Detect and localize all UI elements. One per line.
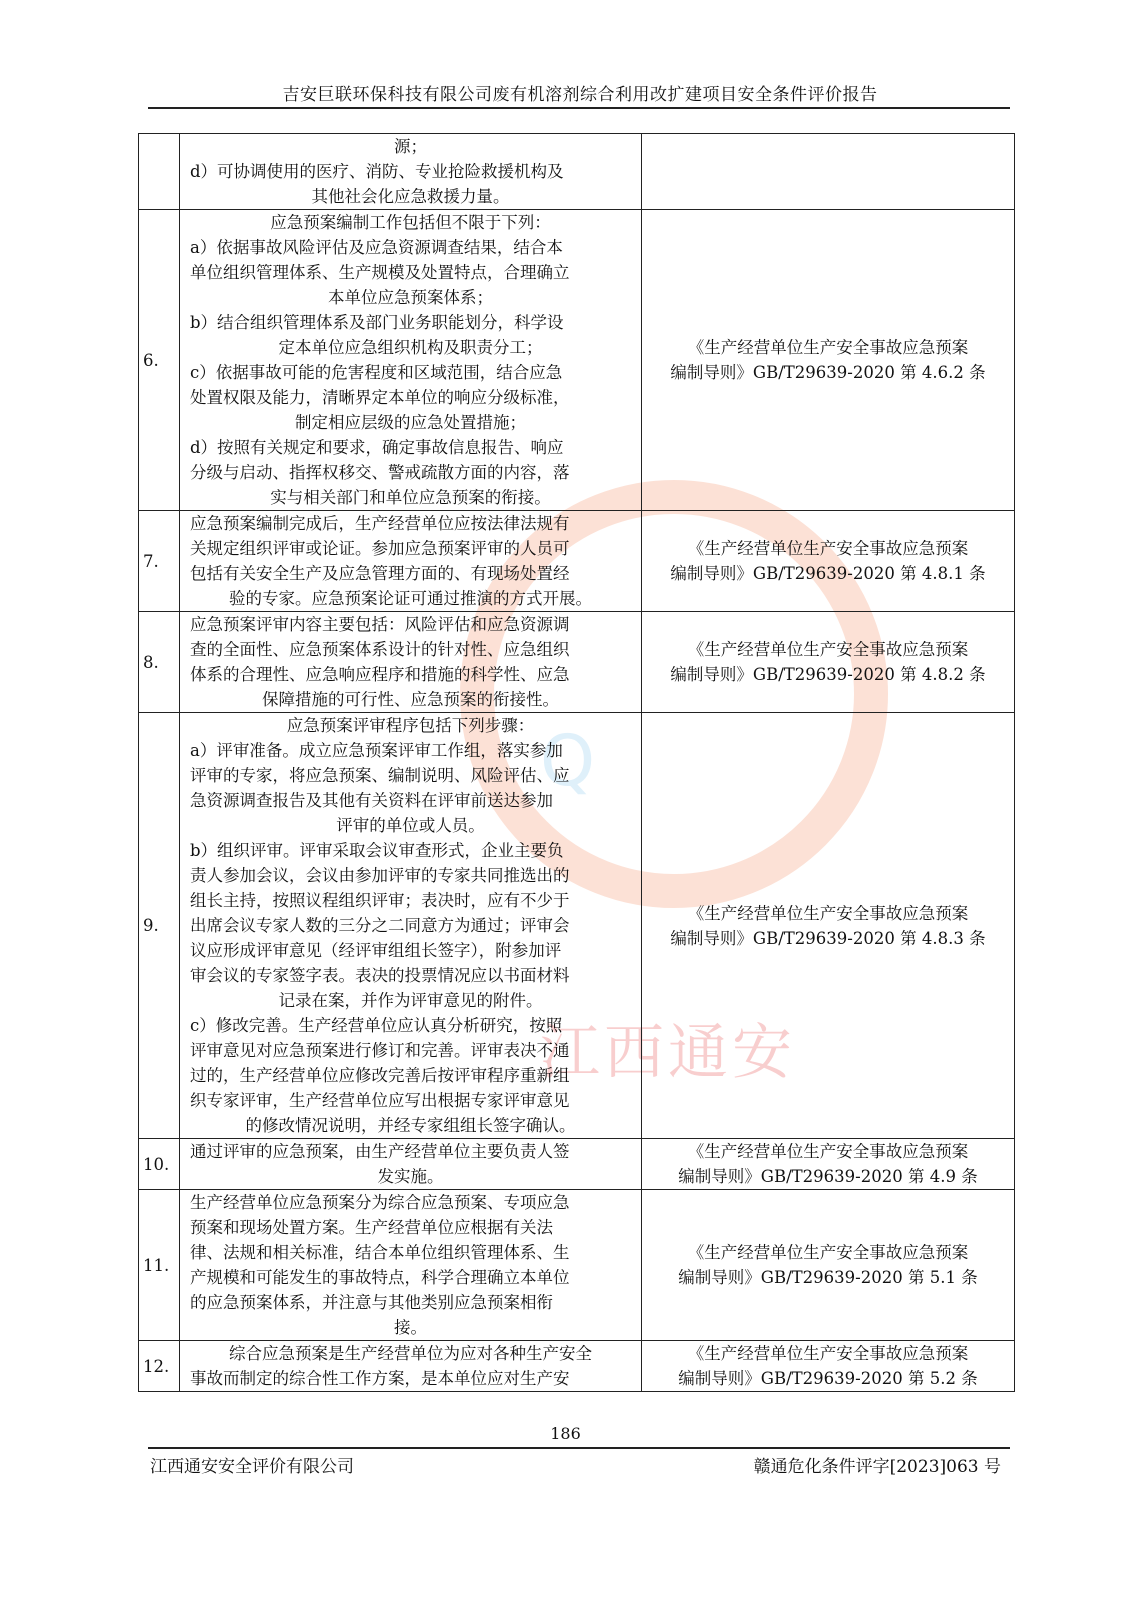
requirement-line: 的修改情况说明，并经专家组组长签字确认。 (245, 1116, 576, 1135)
watermark-text: 江西通安 (540, 1018, 796, 1088)
reference-citation (642, 210, 1015, 511)
watermark-logo-mark: Q (540, 720, 596, 802)
requirement-line: 审会议的专家签字表。表决的投票情况应以书面材料 (190, 966, 570, 985)
requirement-line: 应急预案评审程序包括下列步骤： (286, 716, 535, 735)
requirement-line: 关规定组织评审或论证。参加应急预案评审的人员可 (190, 539, 570, 558)
requirement-text (180, 134, 642, 210)
requirement-line: b）结合组织管理体系及部门业务职能划分，科学设 (190, 313, 564, 332)
requirement-line: 定本单位应急组织机构及职责分工； (278, 338, 543, 357)
requirement-line: 保障措施的可行性、应急预案的衔接性。 (262, 690, 559, 709)
requirement-line: c）依据事故可能的危害程度和区域范围，结合应急 (190, 363, 563, 382)
table-row (139, 1341, 1015, 1392)
reference-citation (642, 511, 1015, 612)
requirement-line: 本单位应急预案体系； (328, 288, 493, 307)
requirement-line: 查的全面性、应急预案体系设计的针对性、应急组织 (190, 640, 570, 659)
reference-line: 编制导则》GB/T29639-2020 第 4.8.2 条 (670, 665, 986, 684)
requirement-line: 律、法规和相关标准，结合本单位组织管理体系、生 (190, 1243, 570, 1262)
table-row (139, 612, 1015, 713)
requirement-line: 事故而制定的综合性工作方案，是本单位应对生产安 (190, 1369, 570, 1388)
reference-line: 《生产经营单位生产安全事故应急预案 (687, 1243, 969, 1262)
requirement-text (180, 1139, 642, 1190)
requirement-line: a）评审准备。成立应急预案评审工作组，落实参加 (190, 741, 563, 760)
requirement-line: 处置权限及能力，清晰界定本单位的响应分级标准， (190, 388, 570, 407)
reference-line: 《生产经营单位生产安全事故应急预案 (687, 903, 969, 923)
row-number: 9. (139, 713, 180, 1139)
requirement-line: 生产经营单位应急预案分为综合应急预案、专项应急 (190, 1193, 570, 1212)
reference-line: 编制导则》GB/T29639-2020 第 5.1 条 (678, 1268, 978, 1287)
reference-line: 《生产经营单位生产安全事故应急预案 (687, 1142, 969, 1161)
requirement-line: b）组织评审。评审采取会议审查形式，企业主要负 (190, 841, 564, 860)
row-number: 6. (139, 210, 180, 511)
reference-citation (642, 612, 1015, 713)
requirement-line: 责人参加会议，会议由参加评审的专家共同推选出的 (190, 866, 570, 885)
reference-citation (642, 1139, 1015, 1190)
requirement-text (180, 713, 642, 1139)
reference-line: 《生产经营单位生产安全事故应急预案 (687, 539, 969, 558)
requirement-line: 议应形成评审意见（经评审组组长签字），附参加评 (190, 941, 562, 960)
requirement-line: 综合应急预案是生产经营单位为应对各种生产安全 (229, 1344, 592, 1363)
table-row (139, 134, 1015, 210)
table-row (139, 210, 1015, 511)
footer-document-code: 赣通危化条件评字[2023]063 号 (753, 1457, 1001, 1477)
requirement-line: 单位组织管理体系、生产规模及处置特点，合理确立 (190, 263, 570, 282)
requirement-line: 评审的单位或人员。 (336, 816, 485, 835)
requirement-line: 通过评审的应急预案，由生产经营单位主要负责人签 (190, 1142, 570, 1161)
requirement-line: 应急预案编制工作包括但不限于下列： (270, 213, 551, 232)
reference-line: 编制导则》GB/T29639-2020 第 4.6.2 条 (670, 363, 986, 382)
requirement-line: 的应急预案体系，并注意与其他类别应急预案相衔 (190, 1293, 553, 1312)
footer-divider (148, 1447, 1010, 1449)
table-row (139, 511, 1015, 612)
footer-company: 江西通安安全评价有限公司 (150, 1457, 354, 1477)
reference-citation (642, 1341, 1015, 1392)
row-number (139, 134, 180, 210)
requirement-line: a）依据事故风险评估及应急资源调查结果，结合本 (190, 238, 563, 257)
row-number: 8. (139, 612, 180, 713)
requirement-line: 包括有关安全生产及应急管理方面的、有现场处置经 (190, 564, 570, 583)
requirement-line: 应急预案编制完成后，生产经营单位应按法律法规有 (190, 514, 570, 533)
reference-line: 编制导则》GB/T29639-2020 第 4.8.3 条 (670, 928, 986, 948)
requirement-line: 实与相关部门和单位应急预案的衔接。 (270, 488, 551, 507)
requirement-text (180, 511, 642, 612)
requirement-line: 评审意见对应急预案进行修订和完善。评审表决不通 (190, 1041, 570, 1060)
requirement-line: 组长主持，按照议程组织评审；表决时，应有不少于 (190, 891, 570, 910)
row-number: 10. (139, 1139, 180, 1190)
requirement-line: 预案和现场处置方案。生产经营单位应根据有关法 (190, 1218, 553, 1237)
requirement-line: 其他社会化应急救援力量。 (311, 187, 510, 206)
requirement-line: 源； (394, 137, 427, 156)
requirement-line: 急资源调查报告及其他有关资料在评审前送达参加 (190, 791, 553, 810)
page-number: 186 (550, 1424, 581, 1443)
header-divider (148, 107, 1010, 109)
requirement-line: 应急预案评审内容主要包括：风险评估和应急资源调 (190, 615, 570, 634)
requirement-line: c）修改完善。生产经营单位应认真分析研究，按照 (190, 1016, 563, 1035)
requirement-line: 出席会议专家人数的三分之二同意方为通过；评审会 (190, 916, 570, 935)
requirement-line: 产规模和可能发生的事故特点，科学合理确立本单位 (190, 1268, 570, 1287)
requirement-text (180, 1341, 642, 1392)
requirement-line: 过的，生产经营单位应修改完善后按评审程序重新组 (190, 1066, 570, 1085)
reference-citation (642, 134, 1015, 210)
reference-citation (642, 713, 1015, 1139)
table-row (139, 1190, 1015, 1341)
reference-line: 编制导则》GB/T29639-2020 第 4.9 条 (678, 1167, 978, 1186)
requirement-text (180, 1190, 642, 1341)
requirement-line: 接。 (394, 1318, 427, 1337)
requirement-line: d）按照有关规定和要求，确定事故信息报告、响应 (190, 438, 564, 457)
regulation-table (138, 133, 1015, 1392)
requirement-line: d）可协调使用的医疗、消防、专业抢险救援机构及 (190, 162, 564, 181)
reference-citation (642, 1190, 1015, 1341)
table-row (139, 713, 1015, 1139)
requirement-line: 织专家评审，生产经营单位应写出根据专家评审意见 (190, 1091, 570, 1110)
row-number: 12. (139, 1341, 180, 1392)
requirement-line: 发实施。 (377, 1167, 444, 1186)
requirement-line: 制定相应层级的应急处置措施； (295, 413, 526, 432)
requirement-line: 验的专家。应急预案论证可通过推演的方式开展。 (229, 589, 592, 608)
requirement-line: 记录在案，并作为评审意见的附件。 (278, 991, 543, 1010)
requirement-line: 评审的专家，将应急预案、编制说明、风险评估、应 (190, 766, 570, 785)
requirement-line: 分级与启动、指挥权移交、警戒疏散方面的内容，落 (190, 463, 570, 482)
requirement-text (180, 612, 642, 713)
reference-line: 编制导则》GB/T29639-2020 第 5.2 条 (678, 1369, 978, 1388)
table-row (139, 1139, 1015, 1190)
row-number: 7. (139, 511, 180, 612)
reference-line: 《生产经营单位生产安全事故应急预案 (687, 338, 969, 357)
requirement-line: 体系的合理性、应急响应程序和措施的科学性、应急 (190, 665, 570, 684)
reference-line: 《生产经营单位生产安全事故应急预案 (687, 1344, 969, 1363)
reference-line: 《生产经营单位生产安全事故应急预案 (687, 640, 969, 659)
row-number: 11. (139, 1190, 180, 1341)
page-header-title: 吉安巨联环保科技有限公司废有机溶剂综合利用改扩建项目安全条件评价报告 (282, 85, 878, 105)
reference-line: 编制导则》GB/T29639-2020 第 4.8.1 条 (670, 564, 986, 583)
requirement-text (180, 210, 642, 511)
